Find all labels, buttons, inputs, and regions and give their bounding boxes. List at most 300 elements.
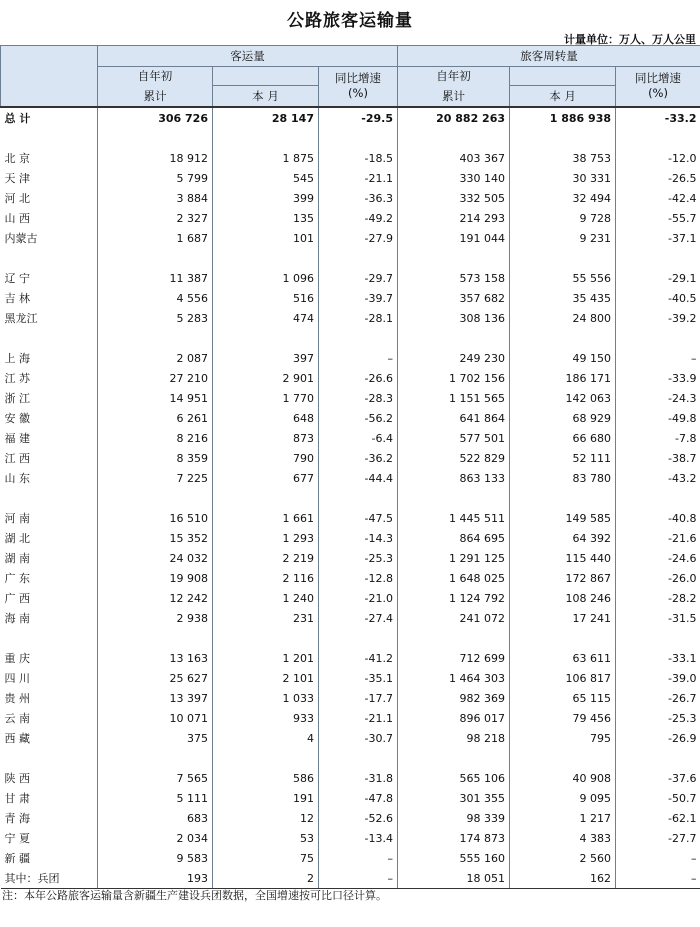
spacer-cell	[213, 488, 319, 508]
cell-turnover-month: 79 456	[510, 708, 616, 728]
cell-volume-month: 1 875	[213, 148, 319, 168]
cell-region: 江 西	[1, 448, 98, 468]
header-yoy-line2-b: (%)	[616, 86, 700, 108]
spacer-cell	[616, 128, 700, 148]
table-row	[1, 728, 700, 748]
header-corner	[1, 46, 98, 108]
cell-turnover-yoy: -25.3	[668, 711, 697, 725]
cell-turnover-month: 35 435	[510, 288, 616, 308]
header-yoy-line1-b: 同比增速	[616, 67, 700, 86]
cell-volume-month: 75	[213, 848, 319, 868]
cell-turnover-yoy: –	[616, 868, 700, 889]
cell-volume-yoy: -56.2	[319, 408, 398, 428]
table-row	[1, 268, 700, 288]
cell-turnover-yoy: -26.5	[668, 171, 697, 185]
cell-turnover-month: 66 680	[510, 428, 616, 448]
cell-turnover-ytd: 982 369	[398, 688, 510, 708]
cell-turnover-ytd: 863 133	[398, 468, 510, 488]
cell-turnover-ytd: 577 501	[398, 428, 510, 448]
cell-turnover-yoy: -26.0	[668, 571, 697, 585]
table-row	[1, 828, 700, 848]
cell-turnover-yoy: -24.3	[668, 391, 697, 405]
spacer-cell	[398, 248, 510, 268]
table-row	[1, 608, 700, 628]
cell-turnover-yoy: -26.7	[668, 691, 697, 705]
cell-turnover-ytd: 712 699	[398, 648, 510, 668]
cell-turnover-yoy: -28.2	[668, 591, 697, 605]
spacer-cell	[319, 748, 398, 768]
cell-turnover-month: 1 886 938	[510, 107, 616, 128]
spacer-cell	[616, 248, 700, 268]
spacer-cell	[616, 328, 700, 348]
cell-turnover-month: 83 780	[510, 468, 616, 488]
cell-region: 山 西	[1, 208, 98, 228]
cell-turnover-ytd: 1 464 303	[398, 668, 510, 688]
cell-region: 云 南	[1, 708, 98, 728]
cell-turnover-ytd: 174 873	[398, 828, 510, 848]
cell-volume-month: 191	[213, 788, 319, 808]
spacer-cell	[1, 748, 98, 768]
cell-region: 其中：兵团	[1, 868, 98, 889]
footnote: 注：本年公路旅客运输量含新疆生产建设兵团数据，全国增速按可比口径计算。	[2, 889, 387, 902]
header-yoy-line2: (%)	[319, 86, 398, 108]
cell-turnover-ytd: 1 445 511	[398, 508, 510, 528]
cell-volume-month: 1 096	[213, 268, 319, 288]
cell-turnover-yoy: -39.0	[668, 671, 697, 685]
page-title: 公路旅客运输量	[287, 11, 413, 31]
table-row	[1, 408, 700, 428]
cell-turnover-month: 38 753	[510, 148, 616, 168]
table-row	[1, 468, 700, 488]
spacer-cell	[1, 628, 98, 648]
cell-volume-yoy: -30.7	[319, 728, 398, 748]
cell-region: 黑龙江	[1, 308, 98, 328]
spacer-cell	[1, 128, 98, 148]
cell-turnover-month: 186 171	[510, 368, 616, 388]
cell-region: 四 川	[1, 668, 98, 688]
cell-turnover-month: 162	[510, 868, 616, 889]
spacer-cell	[98, 748, 213, 768]
table-row	[1, 388, 700, 408]
table-row	[1, 348, 700, 368]
cell-volume-ytd: 19 908	[98, 568, 213, 588]
cell-turnover-ytd: 18 051	[398, 868, 510, 889]
cell-turnover-month: 2 560	[510, 848, 616, 868]
cell-turnover-ytd: 573 158	[398, 268, 510, 288]
cell-volume-ytd: 12 242	[98, 588, 213, 608]
cell-turnover-month: 9 231	[510, 228, 616, 248]
spacer-cell	[213, 128, 319, 148]
table-row	[1, 148, 700, 168]
cell-volume-yoy: -13.4	[319, 828, 398, 848]
cell-turnover-month: 9 728	[510, 208, 616, 228]
cell-region: 重 庆	[1, 648, 98, 668]
cell-region: 广 东	[1, 568, 98, 588]
cell-turnover-ytd: 357 682	[398, 288, 510, 308]
cell-volume-ytd: 2 034	[98, 828, 213, 848]
cell-volume-month: 53	[213, 828, 319, 848]
cell-region: 天 津	[1, 168, 98, 188]
cell-turnover-yoy: -55.7	[668, 211, 697, 225]
cell-turnover-yoy: -12.0	[668, 151, 697, 165]
cell-turnover-ytd: 1 151 565	[398, 388, 510, 408]
cell-turnover-month: 30 331	[510, 168, 616, 188]
cell-turnover-ytd: 403 367	[398, 148, 510, 168]
cell-volume-yoy: -12.8	[319, 568, 398, 588]
cell-region: 浙 江	[1, 388, 98, 408]
cell-turnover-month: 17 241	[510, 608, 616, 628]
cell-volume-month: 545	[213, 168, 319, 188]
cell-turnover-month: 40 908	[510, 768, 616, 788]
spacer-cell	[616, 628, 700, 648]
table-row	[1, 688, 700, 708]
cell-region: 青 海	[1, 808, 98, 828]
cell-region: 江 苏	[1, 368, 98, 388]
cell-turnover-month: 24 800	[510, 308, 616, 328]
cell-turnover-yoy: -40.5	[668, 291, 697, 305]
cell-turnover-ytd: 98 218	[398, 728, 510, 748]
cell-turnover-yoy: -26.9	[668, 731, 697, 745]
header-month-spacer	[213, 67, 319, 86]
cell-region: 安 徽	[1, 408, 98, 428]
cell-turnover-ytd: 522 829	[398, 448, 510, 468]
cell-volume-month: 2 116	[213, 568, 319, 588]
header-ytd-line2: 累计	[98, 86, 213, 108]
cell-volume-yoy: -27.9	[319, 228, 398, 248]
table-row	[1, 288, 700, 308]
cell-turnover-month: 55 556	[510, 268, 616, 288]
cell-region: 贵 州	[1, 688, 98, 708]
cell-turnover-yoy: -24.6	[668, 551, 697, 565]
cell-turnover-ytd: 308 136	[398, 308, 510, 328]
cell-turnover-month: 142 063	[510, 388, 616, 408]
cell-volume-yoy: –	[319, 348, 398, 368]
spacer-cell	[213, 748, 319, 768]
cell-volume-ytd: 16 510	[98, 508, 213, 528]
cell-volume-ytd: 18 912	[98, 148, 213, 168]
cell-volume-ytd: 14 951	[98, 388, 213, 408]
cell-turnover-month: 52 111	[510, 448, 616, 468]
cell-turnover-yoy: -49.8	[668, 411, 697, 425]
cell-turnover-ytd: 249 230	[398, 348, 510, 368]
cell-volume-ytd: 2 327	[98, 208, 213, 228]
header-month-b: 本 月	[510, 86, 616, 108]
cell-volume-yoy: -47.5	[319, 508, 398, 528]
cell-volume-month: 2 219	[213, 548, 319, 568]
cell-volume-month: 933	[213, 708, 319, 728]
cell-turnover-yoy: -42.4	[668, 191, 697, 205]
cell-turnover-month: 63 611	[510, 648, 616, 668]
cell-region: 上 海	[1, 348, 98, 368]
table-body	[1, 107, 700, 889]
cell-volume-ytd: 15 352	[98, 528, 213, 548]
spacer-row	[1, 488, 700, 508]
cell-volume-yoy: -36.2	[319, 448, 398, 468]
cell-volume-ytd: 8 216	[98, 428, 213, 448]
spacer-cell	[213, 628, 319, 648]
cell-volume-yoy: –	[319, 848, 398, 868]
cell-volume-ytd: 2 087	[98, 348, 213, 368]
table-row	[1, 448, 700, 468]
passenger-transport-table	[0, 45, 700, 889]
cell-volume-yoy: -6.4	[319, 428, 398, 448]
cell-volume-yoy: -18.5	[319, 148, 398, 168]
cell-volume-yoy: -35.1	[319, 668, 398, 688]
table-row	[1, 648, 700, 668]
table-row	[1, 868, 700, 889]
cell-volume-month: 1 770	[213, 388, 319, 408]
header-turnover: 旅客周转量	[398, 46, 700, 67]
unit-label: 计量单位：万人、万人公里	[564, 33, 696, 46]
table-row	[1, 588, 700, 608]
table-row	[1, 548, 700, 568]
cell-volume-yoy: -21.0	[319, 588, 398, 608]
cell-volume-ytd: 4 556	[98, 288, 213, 308]
spacer-cell	[510, 748, 616, 768]
cell-turnover-ytd: 641 864	[398, 408, 510, 428]
cell-volume-month: 4	[213, 728, 319, 748]
cell-region: 甘 肃	[1, 788, 98, 808]
cell-volume-ytd: 3 884	[98, 188, 213, 208]
cell-volume-ytd: 306 726	[98, 107, 213, 128]
cell-region: 西 藏	[1, 728, 98, 748]
cell-volume-ytd: 193	[98, 868, 213, 889]
cell-volume-yoy: -29.7	[319, 268, 398, 288]
cell-region: 总 计	[1, 107, 98, 128]
cell-volume-yoy: -36.3	[319, 188, 398, 208]
header-month-spacer-b	[510, 67, 616, 86]
spacer-cell	[98, 328, 213, 348]
cell-volume-month: 231	[213, 608, 319, 628]
spacer-cell	[510, 128, 616, 148]
cell-volume-month: 2 101	[213, 668, 319, 688]
cell-volume-ytd: 10 071	[98, 708, 213, 728]
cell-turnover-month: 149 585	[510, 508, 616, 528]
cell-turnover-month: 64 392	[510, 528, 616, 548]
cell-turnover-yoy: -21.6	[668, 531, 697, 545]
total-row	[1, 107, 700, 128]
cell-turnover-ytd: 1 291 125	[398, 548, 510, 568]
cell-turnover-ytd: 330 140	[398, 168, 510, 188]
cell-volume-ytd: 7 565	[98, 768, 213, 788]
spacer-cell	[398, 328, 510, 348]
cell-region: 新 疆	[1, 848, 98, 868]
cell-turnover-yoy: -50.7	[668, 791, 697, 805]
cell-turnover-ytd: 191 044	[398, 228, 510, 248]
spacer-cell	[319, 248, 398, 268]
cell-turnover-yoy: -33.2	[664, 111, 697, 125]
cell-region: 内蒙古	[1, 228, 98, 248]
spacer-cell	[213, 328, 319, 348]
cell-region: 山 东	[1, 468, 98, 488]
table-row	[1, 168, 700, 188]
cell-volume-month: 1 293	[213, 528, 319, 548]
cell-volume-ytd: 683	[98, 808, 213, 828]
spacer-cell	[319, 628, 398, 648]
table-row	[1, 668, 700, 688]
cell-turnover-month: 106 817	[510, 668, 616, 688]
spacer-cell	[510, 248, 616, 268]
cell-volume-month: 135	[213, 208, 319, 228]
table-row	[1, 788, 700, 808]
cell-turnover-yoy: -37.6	[668, 771, 697, 785]
cell-volume-ytd: 27 210	[98, 368, 213, 388]
cell-turnover-yoy: -29.1	[668, 271, 697, 285]
table-row	[1, 188, 700, 208]
cell-volume-yoy: -52.6	[319, 808, 398, 828]
cell-volume-ytd: 24 032	[98, 548, 213, 568]
cell-turnover-yoy: -27.7	[668, 831, 697, 845]
table-row	[1, 428, 700, 448]
cell-volume-ytd: 13 163	[98, 648, 213, 668]
spacer-cell	[510, 328, 616, 348]
cell-region: 北 京	[1, 148, 98, 168]
spacer-cell	[98, 248, 213, 268]
cell-volume-yoy: -47.8	[319, 788, 398, 808]
table-row	[1, 528, 700, 548]
cell-turnover-month: 49 150	[510, 348, 616, 368]
cell-region: 宁 夏	[1, 828, 98, 848]
cell-turnover-yoy: -39.2	[668, 311, 697, 325]
spacer-cell	[398, 628, 510, 648]
cell-volume-yoy: -31.8	[319, 768, 398, 788]
spacer-row	[1, 748, 700, 768]
cell-turnover-ytd: 301 355	[398, 788, 510, 808]
cell-volume-month: 101	[213, 228, 319, 248]
cell-turnover-month: 1 217	[510, 808, 616, 828]
cell-turnover-month: 795	[510, 728, 616, 748]
cell-turnover-ytd: 1 124 792	[398, 588, 510, 608]
cell-volume-yoy: -21.1	[319, 168, 398, 188]
cell-volume-ytd: 1 687	[98, 228, 213, 248]
cell-turnover-yoy: -31.5	[668, 611, 697, 625]
cell-turnover-yoy: -62.1	[668, 811, 697, 825]
header-ytd-line1-b: 自年初	[398, 67, 510, 86]
table-row	[1, 808, 700, 828]
spacer-cell	[1, 248, 98, 268]
spacer-row	[1, 328, 700, 348]
cell-turnover-ytd: 896 017	[398, 708, 510, 728]
cell-volume-ytd: 5 111	[98, 788, 213, 808]
cell-turnover-ytd: 1 648 025	[398, 568, 510, 588]
spacer-cell	[98, 628, 213, 648]
cell-volume-month: 586	[213, 768, 319, 788]
cell-region: 湖 北	[1, 528, 98, 548]
cell-volume-month: 677	[213, 468, 319, 488]
table-row	[1, 308, 700, 328]
header-ytd-line2-b: 累计	[398, 86, 510, 108]
cell-volume-ytd: 7 225	[98, 468, 213, 488]
spacer-cell	[1, 328, 98, 348]
spacer-cell	[398, 748, 510, 768]
table-row	[1, 568, 700, 588]
cell-volume-month: 1 033	[213, 688, 319, 708]
cell-turnover-ytd: 565 106	[398, 768, 510, 788]
spacer-cell	[398, 488, 510, 508]
cell-volume-yoy: -27.4	[319, 608, 398, 628]
cell-region: 福 建	[1, 428, 98, 448]
cell-volume-ytd: 2 938	[98, 608, 213, 628]
cell-region: 湖 南	[1, 548, 98, 568]
cell-volume-month: 399	[213, 188, 319, 208]
cell-volume-month: 648	[213, 408, 319, 428]
cell-region: 陕 西	[1, 768, 98, 788]
spacer-cell	[616, 488, 700, 508]
cell-turnover-month: 9 095	[510, 788, 616, 808]
cell-volume-month: 2	[213, 868, 319, 889]
table-row	[1, 508, 700, 528]
spacer-cell	[319, 128, 398, 148]
table-row	[1, 228, 700, 248]
spacer-cell	[510, 488, 616, 508]
cell-volume-month: 12	[213, 808, 319, 828]
header-yoy-line1: 同比增速	[319, 67, 398, 86]
cell-turnover-yoy: -7.8	[675, 431, 697, 445]
cell-turnover-ytd: 20 882 263	[398, 107, 510, 128]
spacer-cell	[319, 488, 398, 508]
header-volume: 客运量	[98, 46, 398, 67]
spacer-row	[1, 248, 700, 268]
cell-turnover-ytd: 332 505	[398, 188, 510, 208]
cell-volume-yoy: -41.2	[319, 648, 398, 668]
cell-volume-month: 1 240	[213, 588, 319, 608]
spacer-cell	[398, 128, 510, 148]
cell-region: 辽 宁	[1, 268, 98, 288]
cell-volume-month: 790	[213, 448, 319, 468]
spacer-row	[1, 128, 700, 148]
cell-region: 广 西	[1, 588, 98, 608]
spacer-cell	[213, 248, 319, 268]
table-row	[1, 848, 700, 868]
cell-volume-ytd: 6 261	[98, 408, 213, 428]
cell-region: 海 南	[1, 608, 98, 628]
spacer-cell	[1, 488, 98, 508]
cell-turnover-ytd: 214 293	[398, 208, 510, 228]
table-row	[1, 768, 700, 788]
spacer-cell	[319, 328, 398, 348]
cell-volume-yoy: -26.6	[319, 368, 398, 388]
cell-volume-ytd: 9 583	[98, 848, 213, 868]
cell-volume-month: 2 901	[213, 368, 319, 388]
cell-volume-month: 516	[213, 288, 319, 308]
table-row	[1, 708, 700, 728]
cell-volume-ytd: 5 283	[98, 308, 213, 328]
header-month: 本 月	[213, 86, 319, 108]
cell-turnover-month: 65 115	[510, 688, 616, 708]
cell-turnover-yoy: –	[691, 351, 697, 365]
cell-volume-ytd: 11 387	[98, 268, 213, 288]
header-ytd-line1: 自年初	[98, 67, 213, 86]
cell-volume-yoy: -39.7	[319, 288, 398, 308]
cell-turnover-yoy: -37.1	[668, 231, 697, 245]
cell-volume-yoy: -25.3	[319, 548, 398, 568]
cell-volume-month: 1 661	[213, 508, 319, 528]
spacer-cell	[510, 628, 616, 648]
cell-region: 河 南	[1, 508, 98, 528]
cell-volume-month: 397	[213, 348, 319, 368]
cell-volume-yoy: -21.1	[319, 708, 398, 728]
cell-turnover-month: 4 383	[510, 828, 616, 848]
cell-volume-yoy: -17.7	[319, 688, 398, 708]
cell-turnover-ytd: 864 695	[398, 528, 510, 548]
spacer-cell	[616, 748, 700, 768]
cell-turnover-month: 172 867	[510, 568, 616, 588]
cell-turnover-month: 32 494	[510, 188, 616, 208]
cell-volume-ytd: 13 397	[98, 688, 213, 708]
cell-turnover-yoy: -38.7	[668, 451, 697, 465]
table-row	[1, 208, 700, 228]
cell-turnover-month: 115 440	[510, 548, 616, 568]
